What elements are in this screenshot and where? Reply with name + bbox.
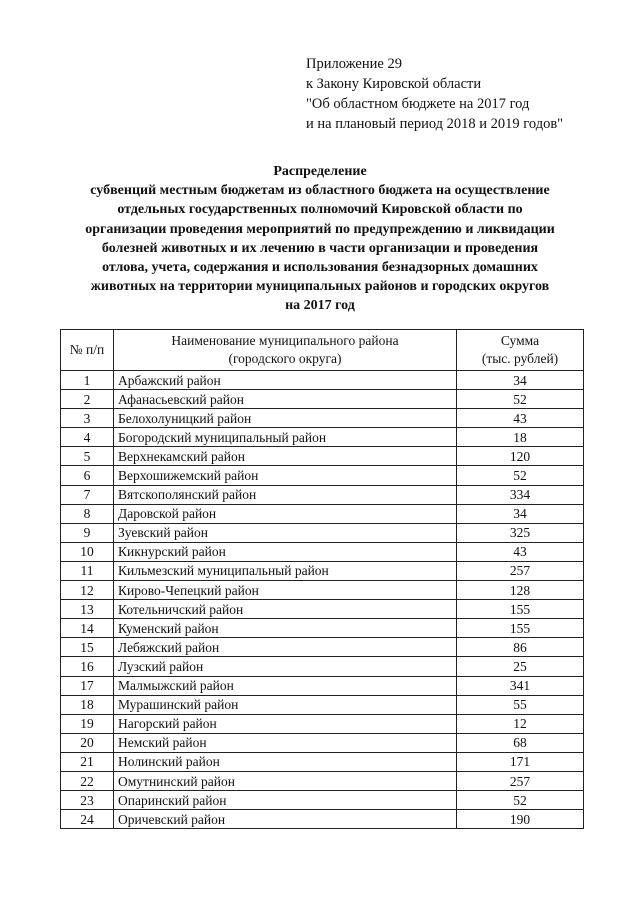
row-number: 20: [61, 733, 114, 752]
row-sum: 34: [457, 504, 584, 523]
table-row: [61, 695, 584, 714]
row-sum: 68: [457, 733, 584, 752]
header-name-line2: (городского округа): [228, 351, 342, 366]
row-number: 13: [61, 600, 114, 619]
header-sum-line1: Сумма: [500, 333, 540, 348]
district-name: Арбажский район: [114, 371, 457, 390]
table-row: [61, 485, 584, 504]
row-number: 7: [61, 485, 114, 504]
table-row: [61, 371, 584, 390]
row-sum: 43: [457, 542, 584, 561]
row-number: 9: [61, 523, 114, 542]
header-num: № п/п: [61, 330, 114, 371]
row-sum: 52: [457, 390, 584, 409]
row-sum: 190: [457, 810, 584, 829]
header-name-line1: Наименование муниципального района: [171, 333, 399, 348]
table-row: [61, 409, 584, 428]
district-name: Лузский район: [114, 657, 457, 676]
row-number: 22: [61, 771, 114, 790]
row-number: 23: [61, 791, 114, 810]
row-number: 5: [61, 447, 114, 466]
row-number: 18: [61, 695, 114, 714]
district-name: Даровской район: [114, 504, 457, 523]
appendix-line: Приложение 29: [306, 56, 402, 72]
appendix-line: к Закону Кировской области: [306, 76, 482, 92]
title-line: болезней животных и их лечению в части организации и проведения: [101, 240, 539, 256]
table-row: [61, 542, 584, 561]
row-sum: 120: [457, 447, 584, 466]
row-number: 19: [61, 714, 114, 733]
district-name: Оричевский район: [114, 810, 457, 829]
title-line: субвенций местным бюджетам из областного бюджета на осуществление: [90, 183, 550, 199]
district-name: Омутнинский район: [114, 771, 457, 790]
appendix-line: "Об областном бюджете на 2017 год: [306, 96, 530, 112]
table-row: [61, 466, 584, 485]
table-header-row: [61, 330, 584, 371]
district-name: Немский район: [114, 733, 457, 752]
row-sum: 171: [457, 752, 584, 771]
row-number: 17: [61, 676, 114, 695]
district-name: Лебяжский район: [114, 638, 457, 657]
row-number: 21: [61, 752, 114, 771]
row-sum: 334: [457, 485, 584, 504]
row-sum: 86: [457, 638, 584, 657]
title-line: животных на территории муниципальных районов и городских округов: [90, 279, 550, 295]
row-sum: 325: [457, 523, 584, 542]
table-row: [61, 428, 584, 447]
table-row: [61, 657, 584, 676]
district-name: Афанасьевский район: [114, 390, 457, 409]
document-title: [0, 162, 640, 316]
district-name: Белохолуницкий район: [114, 409, 457, 428]
row-number: 14: [61, 619, 114, 638]
table-row: [61, 447, 584, 466]
district-name: Вятскополянский район: [114, 485, 457, 504]
row-number: 2: [61, 390, 114, 409]
table-row: [61, 733, 584, 752]
district-name: Богородский муниципальный район: [114, 428, 457, 447]
row-sum: 55: [457, 695, 584, 714]
row-number: 15: [61, 638, 114, 657]
district-name: Куменский район: [114, 619, 457, 638]
row-sum: 18: [457, 428, 584, 447]
header-sum-line2: (тыс. рублей): [481, 351, 559, 366]
table-row: [61, 619, 584, 638]
row-sum: 128: [457, 581, 584, 600]
row-sum: 43: [457, 409, 584, 428]
district-name: Нагорский район: [114, 714, 457, 733]
title-line: на 2017 год: [285, 298, 355, 314]
row-number: 24: [61, 810, 114, 829]
row-number: 4: [61, 428, 114, 447]
title-line: организации проведения мероприятий по предупреждению и ликвидации: [85, 221, 555, 237]
row-number: 8: [61, 504, 114, 523]
table-row: [61, 390, 584, 409]
district-name: Кирово-Чепецкий район: [114, 581, 457, 600]
appendix-block: [306, 54, 563, 134]
row-number: 11: [61, 561, 114, 580]
table-row: [61, 600, 584, 619]
title-line: отлова, учета, содержания и использования безнадзорных домашних: [102, 260, 538, 276]
district-name: Кикнурский район: [114, 542, 457, 561]
row-number: 10: [61, 542, 114, 561]
table-row: [61, 714, 584, 733]
table-row: [61, 752, 584, 771]
district-name: Верхнекамский район: [114, 447, 457, 466]
appendix-line: и на плановый период 2018 и 2019 годов": [306, 116, 564, 132]
district-name: Малмыжский район: [114, 676, 457, 695]
row-sum: 52: [457, 466, 584, 485]
table-row: [61, 504, 584, 523]
row-number: 16: [61, 657, 114, 676]
row-number: 6: [61, 466, 114, 485]
row-sum: 257: [457, 771, 584, 790]
title-line: отдельных государственных полномочий Кировской области по: [117, 202, 523, 218]
district-name: Верхошижемский район: [114, 466, 457, 485]
row-sum: 155: [457, 619, 584, 638]
district-name: Зуевский район: [114, 523, 457, 542]
table-row: [61, 771, 584, 790]
row-sum: 257: [457, 561, 584, 580]
table-row: [61, 523, 584, 542]
table-row: [61, 581, 584, 600]
row-sum: 155: [457, 600, 584, 619]
distribution-table: [60, 329, 584, 829]
row-sum: 341: [457, 676, 584, 695]
table-row: [61, 810, 584, 829]
district-name: Нолинский район: [114, 752, 457, 771]
row-number: 3: [61, 409, 114, 428]
district-name: Котельничский район: [114, 600, 457, 619]
row-sum: 34: [457, 371, 584, 390]
row-number: 1: [61, 371, 114, 390]
district-name: Мурашинский район: [114, 695, 457, 714]
header-name: [114, 330, 457, 371]
header-sum: [457, 330, 584, 371]
table-body: [61, 371, 584, 829]
row-number: 12: [61, 581, 114, 600]
row-sum: 25: [457, 657, 584, 676]
table-row: [61, 791, 584, 810]
table-row: [61, 638, 584, 657]
district-name: Кильмезский муниципальный район: [114, 561, 457, 580]
row-sum: 52: [457, 791, 584, 810]
row-sum: 12: [457, 714, 584, 733]
table-row: [61, 561, 584, 580]
title-heading: Распределение: [273, 164, 367, 179]
district-name: Опаринский район: [114, 791, 457, 810]
table-row: [61, 676, 584, 695]
